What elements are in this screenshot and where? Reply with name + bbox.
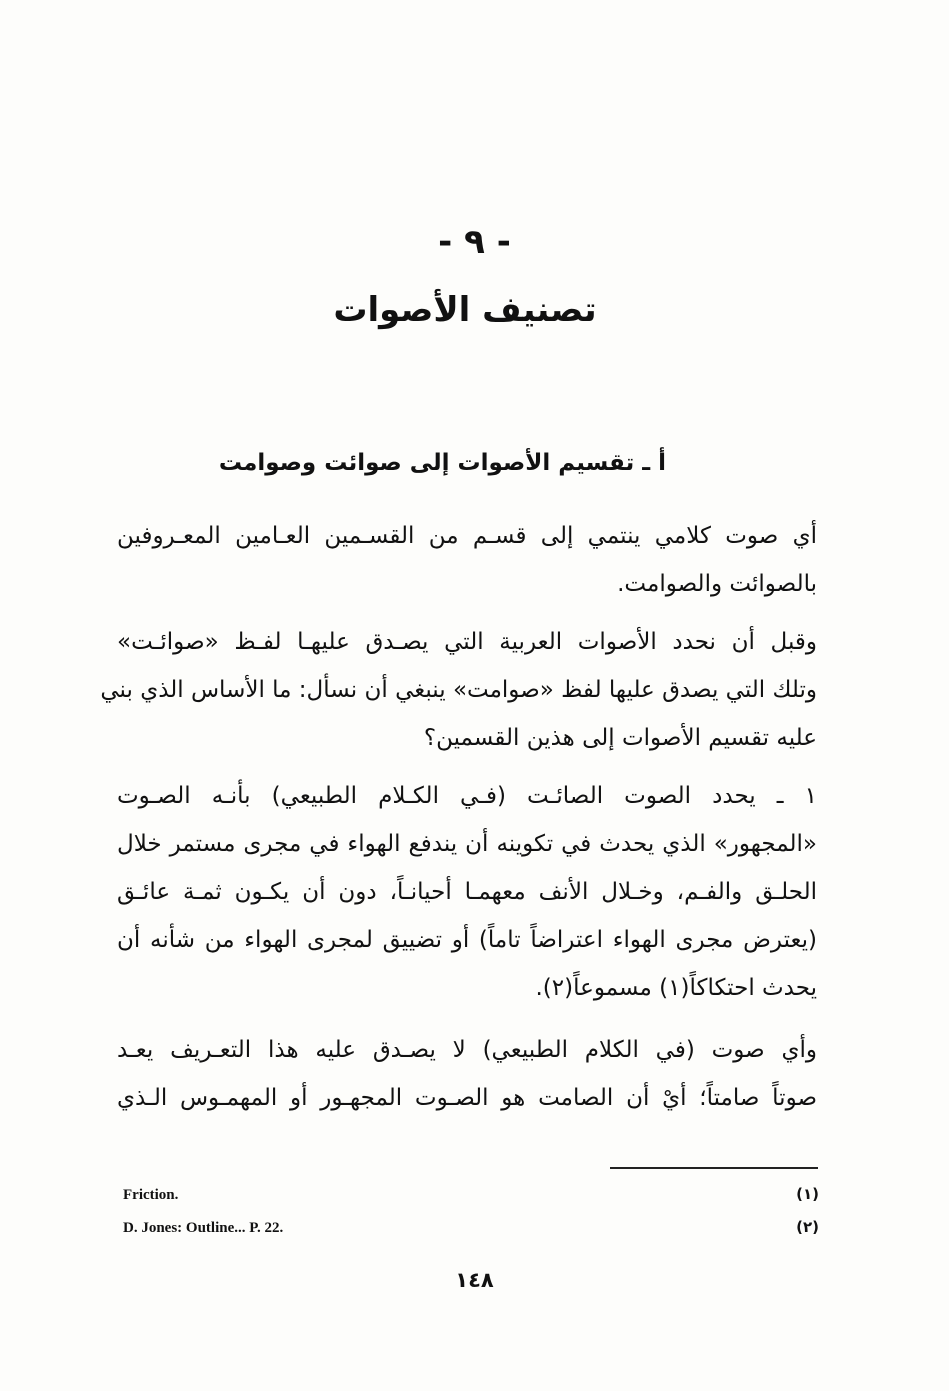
chapter-title: تصنيف الأصوات (333, 290, 597, 330)
paragraph-3 (117, 772, 817, 1012)
paragraph-line: عليه تقسيم الأصوات إلى هذين القسمين؟ (423, 725, 817, 751)
footnote-text: D. Jones: Outline... P. 22. (123, 1220, 284, 1236)
paragraph-line: وأي صوت (في الكلام الطبيعي) لا يصـدق عليه هذا التعـريف يعـد (117, 1037, 817, 1063)
paragraph-line: الحلـق والفـم، وخـلال الأنف معهمـا أحيانـاً، دون أن يكـون ثمـة عائـق (117, 879, 817, 905)
paragraph-line: يحدث احتكاكاً(١) مسموعاً(٢). (535, 975, 817, 1001)
paragraph-line: (يعترض مجرى الهواء اعتراضاً تاماً) أو تضييق لمجرى الهواء من شأنه أن (117, 927, 817, 953)
footnote-number: (١) (796, 1185, 819, 1203)
footnote-number: (٢) (796, 1218, 819, 1236)
footnote-1 (123, 1187, 819, 1211)
paragraph-line: «المجهور» الذي يحدث في تكوينه أن يندفع الهواء في مجرى مستمر خلال (117, 831, 817, 857)
paragraph-1 (117, 512, 817, 608)
paragraph-line: وتلك التي يصدق عليها لفظ «صوامت» ينبغي أن نسأل: ما الأساس الذي بني (100, 677, 817, 703)
footnote-divider (610, 1167, 818, 1169)
paragraph-4 (117, 1026, 817, 1122)
page-number: ١٤٨ (455, 1268, 494, 1292)
paragraph-line: ١ ـ يحدد الصوت الصائـت (فـي الكـلام الطبيعي) بأنـه الصـوت (117, 783, 817, 809)
footnote-text: Friction. (123, 1187, 179, 1203)
paragraph-line: وقبل أن نحدد الأصوات العربية التي يصـدق عليهـا لفـظ «صوائـت» (117, 629, 817, 655)
chapter-number: - ٩ - (438, 222, 511, 262)
paragraph-line: أي صوت كلامي ينتمي إلى قسـم من القسـمين العـامين المعـروفين (117, 523, 817, 549)
paragraph-line: صوتاً صامتاً؛ أيْ أن الصامت هو الصـوت المجهـور أو المهمـوس الـذي (117, 1085, 817, 1111)
section-heading: أ ـ تقسيم الأصوات إلى صوائت وصوامت (218, 450, 666, 476)
paragraph-line: بالصوائت والصوامت. (617, 571, 817, 597)
footnote-2 (123, 1220, 819, 1244)
paragraph-2 (100, 618, 817, 762)
